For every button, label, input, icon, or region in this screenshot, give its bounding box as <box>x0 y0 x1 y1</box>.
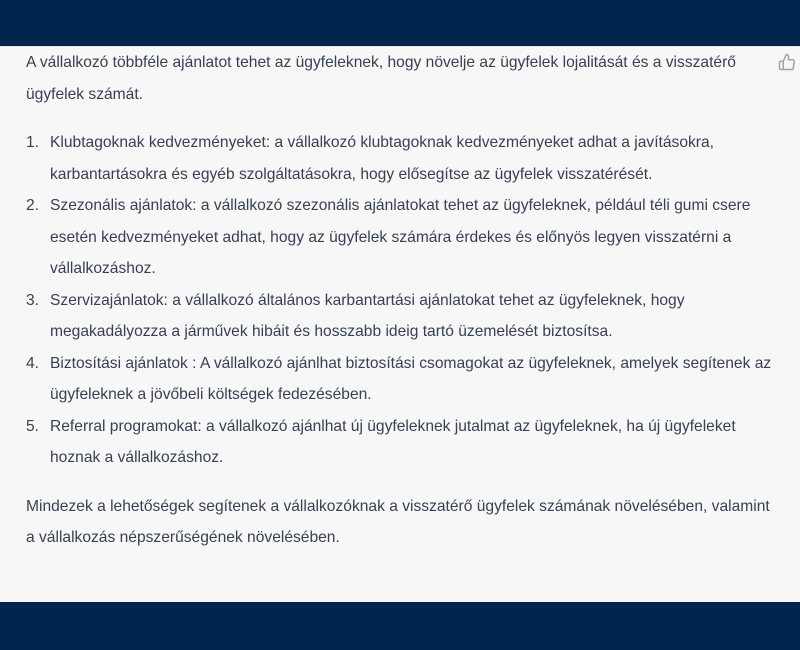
frame-bottom <box>0 602 800 650</box>
assistant-message-panel <box>0 46 800 602</box>
message-content <box>26 47 774 554</box>
intro-paragraph: A vállalkozó többféle ajánlatot tehet az ügyfeleknek, hogy növelje az ügyfelek lojalitását és a visszatérő ügyfelek számát. <box>26 54 736 103</box>
list-number: 4. <box>26 354 40 372</box>
list-number: 1. <box>26 134 40 151</box>
list-text: Klubtagoknak kedvezményeket: a vállalkozó klubtagoknak kedvezményeket adhat a javításokra, karbantartásokra és egyéb szolgáltatásokra, hogy elősegítse az ügyfelek visszatérését. <box>50 134 714 183</box>
list-item <box>26 127 774 190</box>
list-text: Biztosítási ajánlatok : A vállalkozó ajánlhat biztosítási csomagokat az ügyfeleknek, amelyek segítenek az ügyfeleknek a jövőbeli költségek fedezésében. <box>50 354 772 403</box>
frame-top <box>0 0 800 46</box>
thumbs-up-icon[interactable] <box>778 53 796 71</box>
list-text: Referral programokat: a vállalkozó ajánlhat új ügyfeleknek jutalmat az ügyfeleknek, ha új ügyfeleket hoznak a vállalkozáshoz. <box>50 417 736 466</box>
list-item <box>26 190 774 285</box>
list-number: 5. <box>26 417 40 435</box>
list-number: 2. <box>26 197 40 214</box>
list-item <box>26 411 774 474</box>
list-item <box>26 285 774 348</box>
list-text: Szervizajánlatok: a vállalkozó általános karbantartási ajánlatokat tehet az ügyfeleknek, hogy megakadályozza a járművek hibáit és hosszabb ideig tartó üzemelését biztosítsa. <box>50 291 685 340</box>
offer-list <box>26 127 774 474</box>
list-item <box>26 348 774 411</box>
list-text: Szezonális ajánlatok: a vállalkozó szezonális ajánlatokat tehet az ügyfeleknek, például téli gumi csere esetén kedvezményeket adhat, hogy az ügyfelek számára érdekes és előnyös legyen visszatérni a vállalkozáshoz. <box>50 197 751 277</box>
list-number: 3. <box>26 291 40 309</box>
outro-paragraph: Mindezek a lehetőségek segítenek a vállalkozóknak a visszatérő ügyfelek számának növelésében, valamint a vállalkozás népszerűségének növelésében. <box>26 497 770 546</box>
